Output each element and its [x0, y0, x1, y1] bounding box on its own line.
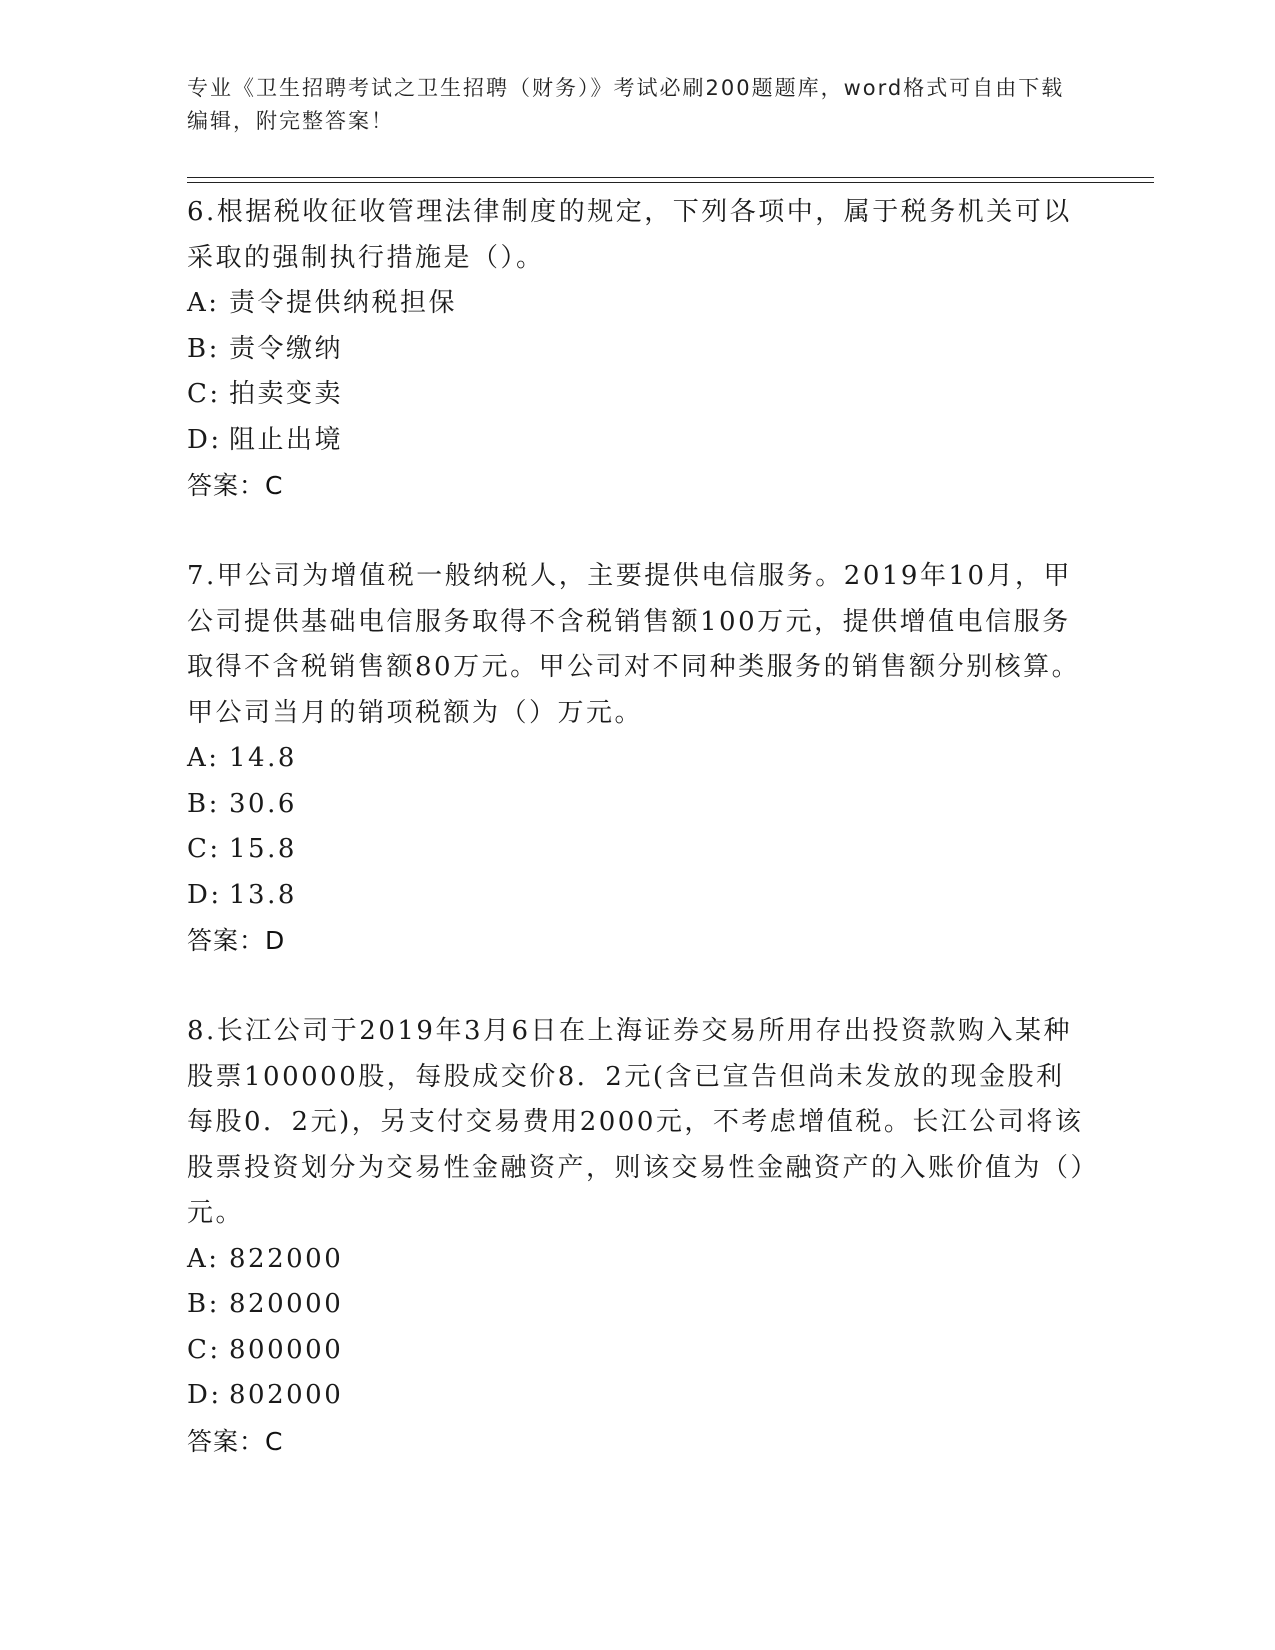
option-b [187, 327, 1087, 373]
option-b [187, 782, 1087, 828]
option-d [187, 1373, 1087, 1419]
option-text: 800000 [229, 1334, 344, 1365]
question-list [187, 190, 1087, 1464]
option-text: 13.8 [229, 879, 297, 910]
option-d [187, 873, 1087, 919]
question-7 [187, 554, 1087, 964]
option-letter: A: [187, 1243, 220, 1274]
option-letter: D: [187, 1380, 222, 1410]
option-a [187, 1237, 1087, 1283]
option-text: 820000 [229, 1289, 344, 1319]
option-text: 14.8 [229, 743, 297, 773]
question-stem: 8.长江公司于2019年3月6日在上海证券交易所用存出投资款购入某种股票100000股，每股成交价8．2元(含已宣告但尚未发放的现金股利每股0．2元)，另支付交易费用2000元，不考虑增值税。长江公司将该股票投资划分为交易性金融资产，则该交易性金融资产的入账价值为（）元。 [187, 1016, 1087, 1228]
option-letter: C: [187, 834, 221, 864]
answer-line: 答案：D [187, 926, 286, 955]
answer-line: 答案：C [187, 471, 284, 500]
option-letter: A: [187, 743, 220, 773]
option-text: 责令提供纳税担保 [229, 288, 458, 318]
option-d [187, 418, 1087, 464]
option-text: 15.8 [229, 834, 297, 864]
question-stem: 6.根据税收征收管理法律制度的规定，下列各项中，属于税务机关可以采取的强制执行措施是（）。 [187, 197, 1072, 273]
option-text: 阻止出境 [229, 424, 344, 455]
question-6 [187, 190, 1087, 509]
option-letter: B: [187, 333, 220, 364]
option-text: 拍卖变卖 [229, 379, 344, 409]
option-c [187, 827, 1087, 873]
option-letter: C: [187, 1334, 221, 1365]
question-8 [187, 1009, 1087, 1464]
option-text: 30.6 [229, 788, 297, 819]
option-letter: D: [187, 879, 222, 910]
option-text: 责令缴纳 [229, 333, 344, 364]
option-letter: B: [187, 1289, 220, 1319]
option-b [187, 1282, 1087, 1328]
header-divider-top [187, 177, 1154, 178]
option-letter: D: [187, 424, 222, 455]
option-a [187, 736, 1087, 782]
option-letter: B: [187, 788, 220, 819]
option-text: 822000 [229, 1243, 344, 1274]
option-letter: A: [187, 288, 220, 318]
option-a [187, 281, 1087, 327]
question-spacer [187, 964, 1087, 1010]
answer-line: 答案：C [187, 1426, 284, 1456]
option-letter: C: [187, 379, 221, 409]
header-divider-bottom [187, 182, 1154, 183]
question-spacer [187, 509, 1087, 555]
document-header: 专业《卫生招聘考试之卫生招聘（财务）》考试必刷200题题库，word格式可自由下载编辑，附完整答案！ [187, 76, 1065, 133]
option-c [187, 1328, 1087, 1374]
option-c [187, 372, 1087, 418]
question-stem: 7.甲公司为增值税一般纳税人，主要提供电信服务。2019年10月，甲公司提供基础电信服务取得不含税销售额100万元，提供增值电信服务取得不含税销售额80万元。甲公司对不同种类服务的销售额分别核算。甲公司当月的销项税额为（）万元。 [187, 561, 1081, 728]
option-text: 802000 [229, 1380, 344, 1410]
